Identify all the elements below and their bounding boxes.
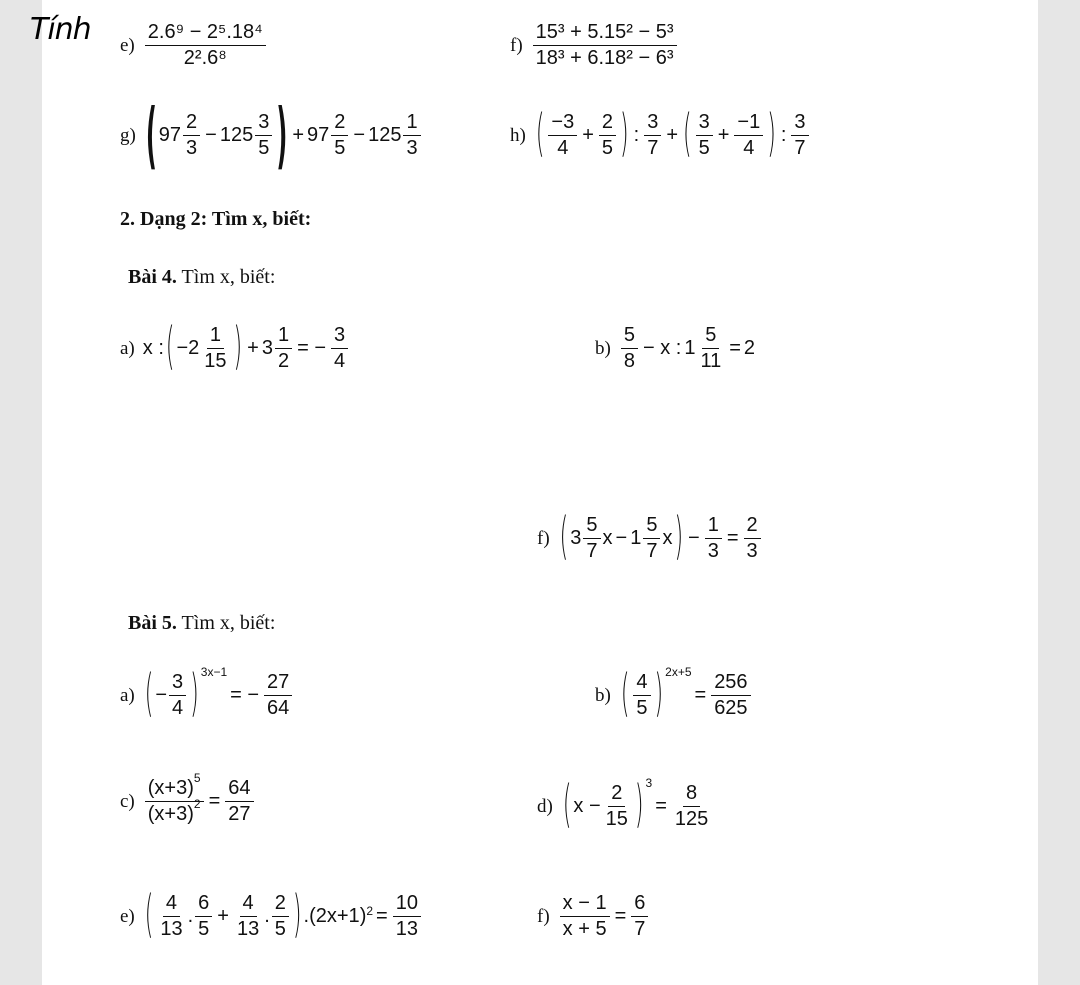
exercise-5d <box>537 775 713 835</box>
exercise-title-bai4: Bài 4. Tìm x, biết: <box>128 266 276 288</box>
expression: $\frac{(x+3)^5}{(x+3)^2}$ = $\frac{64}{27}$ <box>143 778 256 825</box>
label: e) <box>120 905 135 927</box>
exercise-4f <box>537 508 763 567</box>
label: d) <box>537 795 553 817</box>
expression: ( 97 $\frac{2}{3}$ − 125 $\frac{3}{5}$ ) + 97 $\frac{2}{5}$ − 125 $\frac{1}{3}$ <box>144 112 423 159</box>
expression: x : ( −2 $\frac{1}{15}$ ) + 3 $\frac{1}{2}$ = − $\frac{3}{4}$ <box>143 325 350 372</box>
handwritten-note: Tính <box>30 12 91 47</box>
expression: $\frac{5}{8}$ − x : 1 $\frac{5}{11}$ = 2 <box>619 325 755 372</box>
exercise-e <box>120 22 268 69</box>
exercise-4a <box>120 318 350 377</box>
exercise-g <box>120 93 423 178</box>
expression: $\frac{x - 1}{x + 5}$ = $\frac{6}{7}$ <box>558 893 651 940</box>
label: f) <box>510 34 523 56</box>
exercise-4b <box>595 325 755 372</box>
exercise-5c <box>120 771 256 825</box>
label: b) <box>595 684 611 706</box>
section-heading: 2. Dạng 2: Tìm x, biết: <box>120 208 312 230</box>
label: e) <box>120 34 135 56</box>
expression: ( $\frac{4}{13}$ . $\frac{6}{5}$ + $\frac{4}{13}$ . $\frac{2}{5}$ ) . ( 2x+1 ) $^2$ = $\frac{10}{13}$ <box>143 893 423 940</box>
exercise-f <box>510 22 679 69</box>
fraction: $\frac{\text{15³ + 5.15² − 5³}}{\text{18³ + 6.18² − 6³}}$ <box>533 22 677 69</box>
expression: ( 3 $\frac{5}{7}$ x − 1 $\frac{5}{7}$ x ) − $\frac{1}{3}$ = $\frac{2}{3}$ <box>558 515 763 562</box>
label: f) <box>537 527 550 549</box>
label: a) <box>120 684 135 706</box>
label: c) <box>120 790 135 812</box>
expression: ( − $\frac{3}{4}$ ) 3x−1 = − $\frac{27}{64}$ <box>143 672 295 719</box>
exercise-h <box>510 105 811 164</box>
label: b) <box>595 337 611 359</box>
label: h) <box>510 124 526 146</box>
fraction: $\frac{\text{2.6⁹ − 2⁵.18⁴}}{\text{2².6⁸}}$ <box>145 22 266 69</box>
expression: ( x − $\frac{2}{15}$ ) 3 = $\frac{8}{125}$ <box>562 775 709 835</box>
exercise-title-bai5: Bài 5. Tìm x, biết: <box>128 612 276 634</box>
expression: ( $\frac{4}{5}$ ) 2x+5 = $\frac{256}{625}$ <box>619 672 753 719</box>
exercise-5a <box>120 664 294 724</box>
label: g) <box>120 124 136 146</box>
expression: ( $\frac{-3}{4}$ + $\frac{2}{5}$ ) : $\frac{3}{7}$ + ( $\frac{3}{5}$ + $\frac{-1}{4}$ ) : $\frac{3}{7}$ <box>534 112 811 159</box>
exercise-5b <box>595 664 753 724</box>
label: a) <box>120 337 135 359</box>
exercise-5e <box>120 886 423 945</box>
exercise-5f <box>537 893 650 940</box>
label: f) <box>537 905 550 927</box>
